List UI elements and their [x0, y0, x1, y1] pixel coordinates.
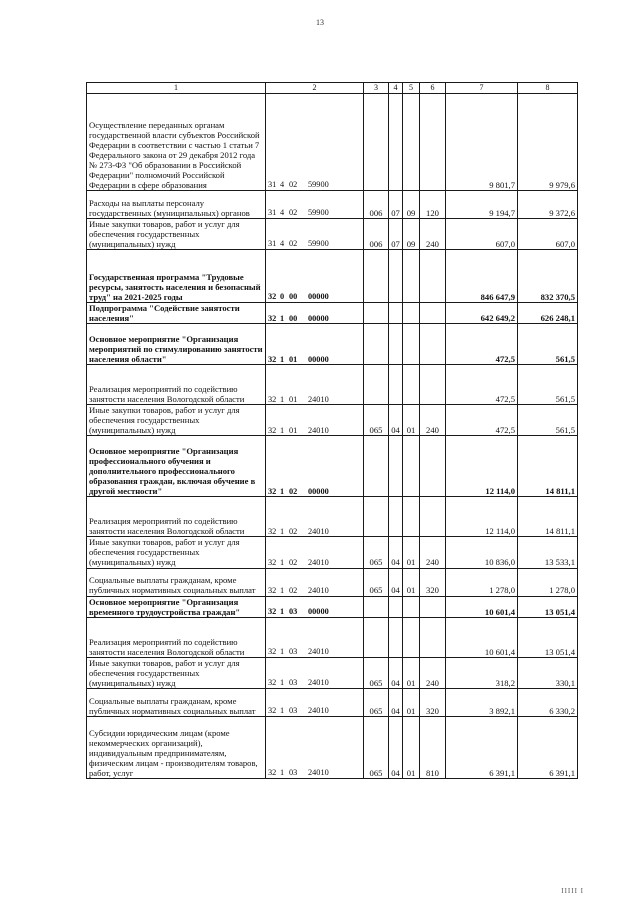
code-part-program: 32 [268, 292, 277, 302]
amount-year-2-cell: 330,1 [518, 657, 578, 688]
program-code-cell [266, 191, 364, 219]
ministry-code-cell: 065 [364, 716, 389, 778]
code-part-subprogram: 1 [280, 486, 285, 496]
amount-year-1-cell: 9 194,7 [446, 191, 518, 219]
row-name-cell: Реализация мероприятий по содействию занятости населения Вологодской области [87, 617, 266, 657]
row-name-cell: Социальные выплаты гражданам, кроме публичных нормативных социальных выплат [87, 568, 266, 596]
table-row [87, 497, 578, 537]
table-row [87, 596, 578, 617]
code-part-direction: 00000 [308, 354, 329, 364]
section-code-cell [389, 250, 403, 303]
header-cell: 8 [518, 83, 578, 94]
code-part-direction: 24010 [308, 706, 329, 716]
program-code-cell [266, 617, 364, 657]
code-part-program: 32 [268, 425, 277, 435]
expense-type-cell [420, 596, 446, 617]
code-part-program: 32 [268, 526, 277, 536]
ministry-code-cell [364, 497, 389, 537]
section-code-cell: 04 [389, 405, 403, 436]
program-code-cell [266, 365, 364, 405]
subsection-code-cell: 01 [403, 716, 420, 778]
code-part-direction: 59900 [308, 180, 329, 190]
table-row [87, 688, 578, 716]
code-part-direction: 24010 [308, 768, 329, 778]
table-row [87, 405, 578, 436]
row-name-cell: Иные закупки товаров, работ и услуг для обеспечения государственных (муниципальных) нужд [87, 405, 266, 436]
amount-year-2-cell: 832 370,5 [518, 250, 578, 303]
amount-year-2-cell: 607,0 [518, 219, 578, 250]
subsection-code-cell [403, 250, 420, 303]
header-cell: 7 [446, 83, 518, 94]
amount-year-1-cell: 12 114,0 [446, 436, 518, 497]
amount-year-1-cell: 642 649,2 [446, 303, 518, 324]
amount-year-2-cell: 561,5 [518, 324, 578, 365]
code-part-program: 32 [268, 678, 277, 688]
ministry-code-cell [364, 617, 389, 657]
ministry-code-cell [364, 596, 389, 617]
header-cell: 6 [420, 83, 446, 94]
subsection-code-cell: 01 [403, 568, 420, 596]
section-code-cell: 04 [389, 716, 403, 778]
amount-year-2-cell: 13 533,1 [518, 537, 578, 568]
expense-type-cell [420, 436, 446, 497]
table-row [87, 716, 578, 778]
amount-year-2-cell: 13 051,4 [518, 617, 578, 657]
code-part-event: 03 [289, 678, 298, 688]
ministry-code-cell: 065 [364, 568, 389, 596]
ministry-code-cell: 006 [364, 191, 389, 219]
section-code-cell: 07 [389, 191, 403, 219]
section-code-cell: 04 [389, 537, 403, 568]
subsection-code-cell [403, 596, 420, 617]
expense-type-cell: 240 [420, 405, 446, 436]
code-part-program: 32 [268, 606, 277, 616]
row-name-cell: Расходы на выплаты персоналу государственных (муниципальных) органов [87, 191, 266, 219]
amount-year-1-cell: 607,0 [446, 219, 518, 250]
code-part-program: 32 [268, 585, 277, 595]
expense-type-cell [420, 365, 446, 405]
expense-type-cell: 240 [420, 537, 446, 568]
code-part-program: 32 [268, 646, 277, 656]
code-part-direction: 24010 [308, 678, 329, 688]
ministry-code-cell: 065 [364, 688, 389, 716]
expense-type-cell [420, 497, 446, 537]
program-code-cell [266, 657, 364, 688]
amount-year-2-cell: 1 278,0 [518, 568, 578, 596]
amount-year-1-cell: 318,2 [446, 657, 518, 688]
subsection-code-cell: 01 [403, 657, 420, 688]
amount-year-1-cell: 10 836,0 [446, 537, 518, 568]
amount-year-2-cell: 561,5 [518, 405, 578, 436]
code-part-program: 31 [268, 180, 277, 190]
code-part-subprogram: 4 [280, 239, 285, 249]
ministry-code-cell: 006 [364, 219, 389, 250]
code-part-subprogram: 1 [280, 557, 285, 567]
code-part-subprogram: 1 [280, 768, 285, 778]
subsection-code-cell [403, 497, 420, 537]
code-part-subprogram: 1 [280, 646, 285, 656]
row-name-cell: Осуществление переданных органам государственной власти субъектов Российской Федерации в соответствии с частью 1 статьи 7 Федерального закона от 29 декабря 2012 года № 273-ФЗ "Об образовании в Российской Федерации" полномочий Российской Федерации в сфере образования [87, 94, 266, 191]
row-name-cell: Основное мероприятие "Организация профессионального обучения и дополнительного профессионального образования граждан, включая обучение в другой местности" [87, 436, 266, 497]
section-code-cell [389, 436, 403, 497]
subsection-code-cell: 09 [403, 191, 420, 219]
code-part-event: 03 [289, 706, 298, 716]
code-part-event: 02 [289, 486, 298, 496]
ministry-code-cell [364, 94, 389, 191]
amount-year-1-cell: 10 601,4 [446, 617, 518, 657]
ministry-code-cell [364, 250, 389, 303]
code-part-event: 02 [289, 180, 298, 190]
amount-year-2-cell: 14 811,1 [518, 436, 578, 497]
subsection-code-cell: 01 [403, 688, 420, 716]
row-name-cell: Основное мероприятие "Организация временного трудоустройства граждан" [87, 596, 266, 617]
header-cell: 2 [266, 83, 364, 94]
ministry-code-cell: 065 [364, 537, 389, 568]
scan-barcode-mark: IIIII I [561, 887, 584, 895]
code-part-direction: 59900 [308, 239, 329, 249]
code-part-subprogram: 1 [280, 606, 285, 616]
subsection-code-cell [403, 436, 420, 497]
code-part-program: 32 [268, 768, 277, 778]
code-part-program: 32 [268, 706, 277, 716]
table-header-row [87, 83, 578, 94]
table-row [87, 250, 578, 303]
section-code-cell [389, 303, 403, 324]
table-row [87, 657, 578, 688]
subsection-code-cell: 09 [403, 219, 420, 250]
expense-type-cell [420, 250, 446, 303]
code-part-event: 01 [289, 354, 298, 364]
header-cell: 3 [364, 83, 389, 94]
row-name-cell: Социальные выплаты гражданам, кроме публичных нормативных социальных выплат [87, 688, 266, 716]
row-name-cell: Реализация мероприятий по содействию занятости населения Вологодской области [87, 497, 266, 537]
expense-type-cell [420, 324, 446, 365]
header-cell: 4 [389, 83, 403, 94]
code-part-direction: 59900 [308, 208, 329, 218]
program-code-cell [266, 688, 364, 716]
table-body [87, 83, 578, 779]
program-code-cell [266, 94, 364, 191]
table-row [87, 537, 578, 568]
amount-year-2-cell: 626 248,1 [518, 303, 578, 324]
table-row [87, 191, 578, 219]
code-part-program: 31 [268, 239, 277, 249]
table-row [87, 303, 578, 324]
ministry-code-cell [364, 436, 389, 497]
row-name-cell: Государственная программа "Трудовые ресурсы, занятость населения и безопасный труд" на 2021-2025 годы [87, 250, 266, 303]
code-part-program: 32 [268, 313, 277, 323]
amount-year-1-cell: 472,5 [446, 405, 518, 436]
amount-year-1-cell: 846 647,9 [446, 250, 518, 303]
subsection-code-cell: 01 [403, 537, 420, 568]
section-code-cell [389, 324, 403, 365]
row-name-cell: Реализация мероприятий по содействию занятости населения Вологодской области [87, 365, 266, 405]
row-name-cell: Иные закупки товаров, работ и услуг для обеспечения государственных (муниципальных) нужд [87, 537, 266, 568]
program-code-cell [266, 405, 364, 436]
code-part-subprogram: 1 [280, 313, 285, 323]
code-part-subprogram: 1 [280, 526, 285, 536]
code-part-event: 01 [289, 425, 298, 435]
table-row [87, 94, 578, 191]
section-code-cell [389, 596, 403, 617]
code-part-event: 02 [289, 585, 298, 595]
code-part-event: 01 [289, 394, 298, 404]
section-code-cell: 07 [389, 219, 403, 250]
code-part-program: 32 [268, 354, 277, 364]
ministry-code-cell: 065 [364, 405, 389, 436]
budget-table [86, 82, 578, 779]
amount-year-2-cell: 6 330,2 [518, 688, 578, 716]
amount-year-1-cell: 12 114,0 [446, 497, 518, 537]
code-part-event: 02 [289, 526, 298, 536]
code-part-subprogram: 4 [280, 180, 285, 190]
amount-year-1-cell: 472,5 [446, 324, 518, 365]
amount-year-2-cell: 561,5 [518, 365, 578, 405]
program-code-cell [266, 497, 364, 537]
code-part-program: 31 [268, 208, 277, 218]
code-part-event: 03 [289, 768, 298, 778]
code-part-event: 02 [289, 239, 298, 249]
amount-year-1-cell: 9 801,7 [446, 94, 518, 191]
amount-year-2-cell: 9 979,6 [518, 94, 578, 191]
row-name-cell: Субсидии юридическим лицам (кроме некоммерческих организаций), индивидуальным предпринимателям, физическим лицам - производителям товаров, работ, услуг [87, 716, 266, 778]
code-part-subprogram: 1 [280, 394, 285, 404]
expense-type-cell [420, 617, 446, 657]
code-part-direction: 00000 [308, 313, 329, 323]
page-number: 13 [316, 18, 324, 27]
subsection-code-cell [403, 365, 420, 405]
program-code-cell [266, 716, 364, 778]
code-part-direction: 24010 [308, 646, 329, 656]
code-part-subprogram: 1 [280, 425, 285, 435]
code-part-subprogram: 1 [280, 354, 285, 364]
section-code-cell [389, 617, 403, 657]
program-code-cell [266, 537, 364, 568]
amount-year-2-cell: 6 391,1 [518, 716, 578, 778]
code-part-subprogram: 1 [280, 585, 285, 595]
program-code-cell [266, 250, 364, 303]
code-part-subprogram: 4 [280, 208, 285, 218]
table-row [87, 436, 578, 497]
row-name-cell: Иные закупки товаров, работ и услуг для обеспечения государственных (муниципальных) нужд [87, 657, 266, 688]
amount-year-1-cell: 1 278,0 [446, 568, 518, 596]
amount-year-2-cell: 13 051,4 [518, 596, 578, 617]
section-code-cell: 04 [389, 568, 403, 596]
table-row [87, 365, 578, 405]
code-part-event: 02 [289, 557, 298, 567]
code-part-direction: 00000 [308, 486, 329, 496]
ministry-code-cell [364, 365, 389, 405]
expense-type-cell: 240 [420, 657, 446, 688]
code-part-direction: 24010 [308, 526, 329, 536]
amount-year-2-cell: 14 811,1 [518, 497, 578, 537]
ministry-code-cell [364, 303, 389, 324]
code-part-event: 02 [289, 208, 298, 218]
section-code-cell [389, 94, 403, 191]
amount-year-1-cell: 472,5 [446, 365, 518, 405]
section-code-cell: 04 [389, 688, 403, 716]
code-part-direction: 00000 [308, 606, 329, 616]
code-part-event: 03 [289, 646, 298, 656]
subsection-code-cell [403, 324, 420, 365]
code-part-event: 00 [289, 313, 298, 323]
subsection-code-cell [403, 617, 420, 657]
section-code-cell [389, 497, 403, 537]
subsection-code-cell [403, 94, 420, 191]
code-part-program: 32 [268, 486, 277, 496]
amount-year-1-cell: 10 601,4 [446, 596, 518, 617]
section-code-cell [389, 365, 403, 405]
expense-type-cell: 320 [420, 568, 446, 596]
section-code-cell: 04 [389, 657, 403, 688]
code-part-direction: 24010 [308, 394, 329, 404]
expense-type-cell: 240 [420, 219, 446, 250]
expense-type-cell [420, 94, 446, 191]
row-name-cell: Основное мероприятие "Организация мероприятий по стимулированию занятости населения области" [87, 324, 266, 365]
subsection-code-cell: 01 [403, 405, 420, 436]
program-code-cell [266, 436, 364, 497]
code-part-direction: 00000 [308, 292, 329, 302]
code-part-program: 32 [268, 557, 277, 567]
amount-year-1-cell: 3 892,1 [446, 688, 518, 716]
code-part-subprogram: 1 [280, 678, 285, 688]
program-code-cell [266, 219, 364, 250]
ministry-code-cell [364, 324, 389, 365]
header-cell: 1 [87, 83, 266, 94]
amount-year-1-cell: 6 391,1 [446, 716, 518, 778]
ministry-code-cell: 065 [364, 657, 389, 688]
row-name-cell: Подпрограмма "Содействие занятости населения" [87, 303, 266, 324]
code-part-direction: 24010 [308, 425, 329, 435]
program-code-cell [266, 596, 364, 617]
table-row [87, 219, 578, 250]
expense-type-cell [420, 303, 446, 324]
amount-year-2-cell: 9 372,6 [518, 191, 578, 219]
code-part-direction: 24010 [308, 585, 329, 595]
table-row [87, 568, 578, 596]
expense-type-cell: 120 [420, 191, 446, 219]
code-part-event: 03 [289, 606, 298, 616]
expense-type-cell: 320 [420, 688, 446, 716]
expense-type-cell: 810 [420, 716, 446, 778]
program-code-cell [266, 324, 364, 365]
table-row [87, 617, 578, 657]
row-name-cell: Иные закупки товаров, работ и услуг для обеспечения государственных (муниципальных) нужд [87, 219, 266, 250]
header-cell: 5 [403, 83, 420, 94]
program-code-cell [266, 303, 364, 324]
subsection-code-cell [403, 303, 420, 324]
code-part-program: 32 [268, 394, 277, 404]
code-part-subprogram: 1 [280, 706, 285, 716]
code-part-event: 00 [289, 292, 298, 302]
code-part-subprogram: 0 [280, 292, 285, 302]
code-part-direction: 24010 [308, 557, 329, 567]
table-row [87, 324, 578, 365]
program-code-cell [266, 568, 364, 596]
